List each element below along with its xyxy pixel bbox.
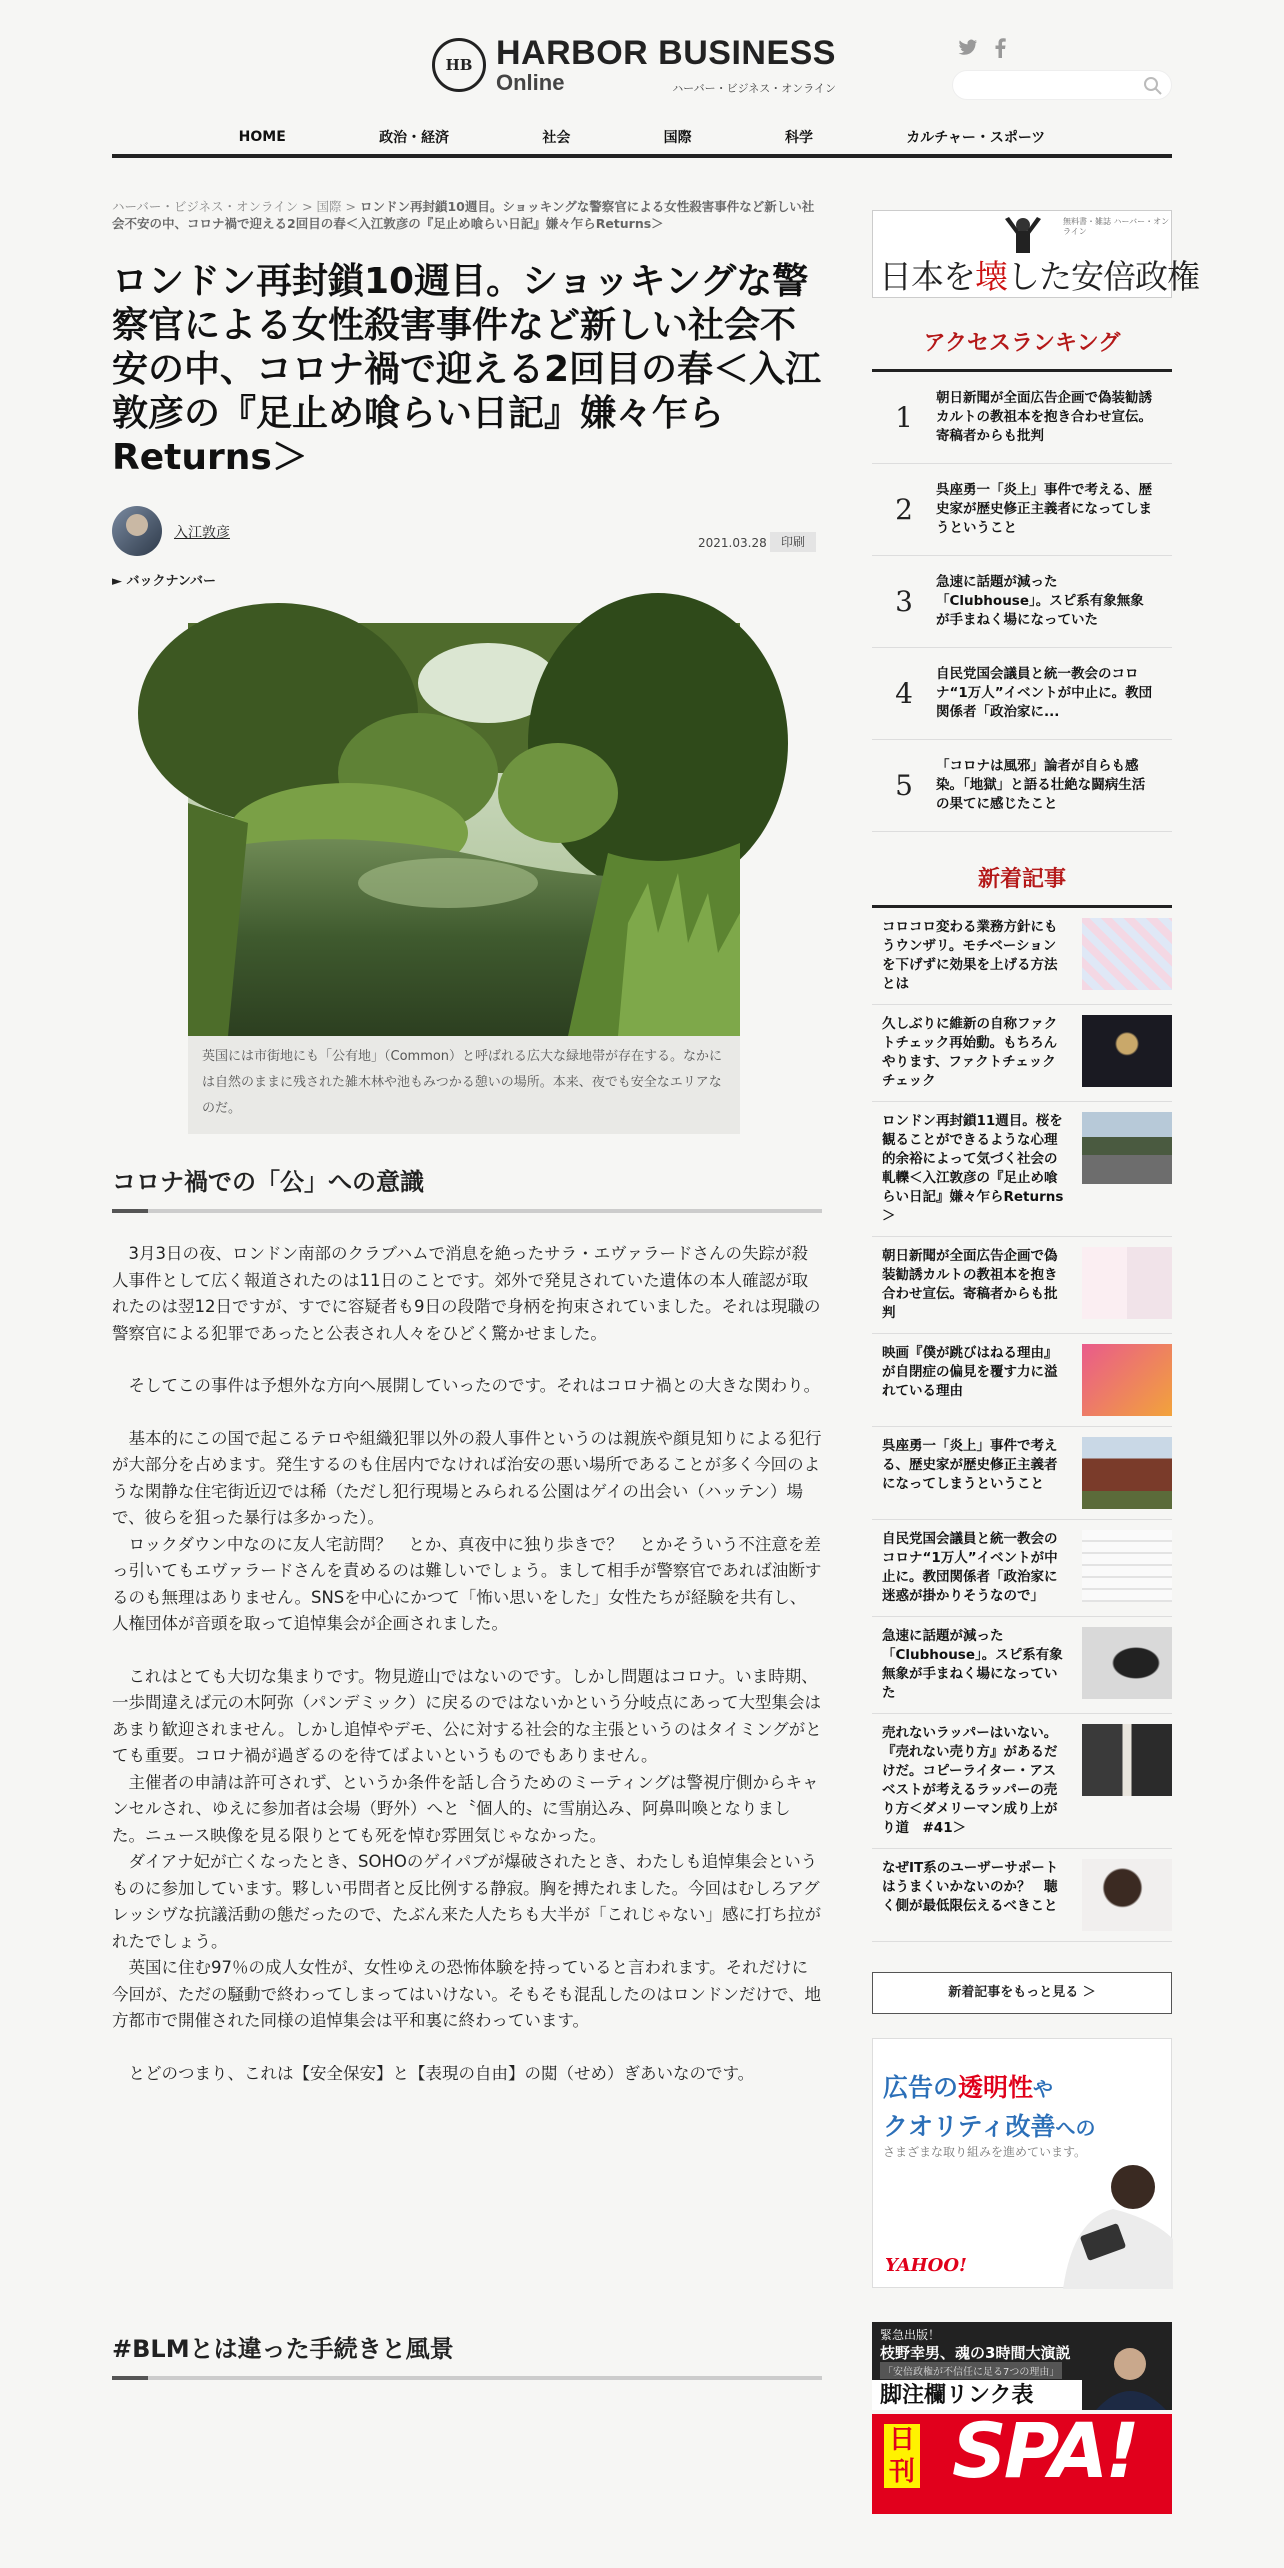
news-thumbnail — [1082, 1627, 1172, 1699]
backnumber-link[interactable]: ► バックナンバー — [112, 574, 216, 589]
yahoo-logo: YAHOO! — [885, 2255, 967, 2276]
breadcrumb — [112, 198, 822, 232]
nav-science[interactable]: 科学 — [784, 130, 813, 146]
site-logo[interactable] — [432, 30, 836, 100]
article-photo — [188, 623, 740, 1036]
news-title: 映画『僕が跳びはねる理由』が自閉症の偏見を覆す力に溢れている理由 — [882, 1345, 1058, 1399]
news-item[interactable] — [872, 908, 1172, 1005]
article-main — [112, 198, 822, 2380]
figure-illustration — [1003, 215, 1043, 253]
rank-title: 朝日新聞が全面広告企画で偽装勧誘カルトの教祖本を抱き合わせ宣伝。寄稿者からも批判 — [936, 390, 1152, 444]
rank-title: 自民党国会議員と統一教会のコロナ“1万人”イベントが中止に。教団関係者「政治家に... — [936, 666, 1153, 720]
news-thumbnail — [1082, 1530, 1172, 1602]
news-item[interactable] — [872, 1520, 1172, 1617]
news-thumbnail — [1082, 1344, 1172, 1416]
banner-title: 日本を壊した安倍政権 — [879, 257, 1199, 296]
rank-number: 2 — [895, 493, 913, 526]
article-body — [112, 1241, 822, 2087]
ranking-list — [872, 372, 1172, 832]
print-button[interactable]: 印刷 — [770, 532, 816, 552]
news-thumbnail — [1082, 918, 1172, 990]
rank-title: 急速に話題が減った「Clubhouse」。スピ系有象無象が手まねく場になっていた — [936, 574, 1144, 628]
spa-logo: SPA! — [952, 2406, 1137, 2495]
photo-caption: 英国には市街地にも「公有地」（Common）と呼ばれる広大な緑地帯が存在する。なかには自然のままに残された雑木林や池もみつかる憩いの場所。本来、夜でも安全なエリアなのだ。 — [202, 1049, 723, 1116]
news-thumbnail — [1082, 1724, 1172, 1796]
news-item[interactable] — [872, 1237, 1172, 1334]
paragraph: これはとても大切な集まりです。物見遊山ではないのです。しかし問題はコロナ。いま時期、一歩間違えば元の木阿弥（パンデミック）に戻るのではないかという分岐点にあって大型集会はあまり歓迎されません。しかし追悼やデモ、公に対する社会的な主張というのはタイミングがとても重要。コロナ禍が過ぎるのを待てばよいというものでもありません。 — [112, 1666, 822, 1765]
rank-number: 5 — [895, 769, 913, 802]
search-box — [952, 70, 1172, 100]
news-title: 呉座勇一「炎上」事件で考える、歴史家が歴史修正主義者になってしまうということ — [882, 1438, 1058, 1492]
yahoo-ad-headline: 広告の透明性や クオリティ改善への — [883, 2073, 1096, 2141]
sidebar — [872, 210, 1199, 2514]
ranking-item[interactable] — [872, 464, 1172, 556]
new-articles-list — [872, 908, 1172, 1942]
paragraph: 主催者の申請は許可されず、というか条件を話し合うためのミーティングは警視庁側からキャンセルされ、ゆえに参加者は会場（野外）へと〝個人的〟に雪崩込み、阿鼻叫喚となりました。ニュース映像を見る限りとても死を悼む雰囲気じゃなかった。 — [112, 1772, 819, 1845]
rank-number: 4 — [895, 677, 913, 710]
news-thumbnail — [1082, 1859, 1172, 1931]
news-thumbnail — [1082, 1247, 1172, 1319]
logo-japanese: ハーバー・ビジネス・オンライン — [672, 82, 836, 95]
nav-culture-sports[interactable]: カルチャー・スポーツ — [906, 130, 1046, 146]
paragraph: 3月3日の夜、ロンドン南部のクラブハムで消息を絶ったサラ・エヴァラードさんの失踪が殺人事件として広く報道されたのは11日のことです。郊外で発見されていた遺体の本人確認が取れたのは翌12日ですが、すでに容疑者も9日の段階で身柄を拘束されていました。それは現職の警察官による犯罪であったと公表され人々をひどく驚かせました。 — [112, 1244, 821, 1343]
section-heading-2: #BLMとは違った手続きと風景 — [112, 2329, 822, 2380]
nav-society[interactable]: 社会 — [542, 130, 571, 146]
ranking-title: アクセスランキング — [872, 326, 1172, 372]
breadcrumb-current: ロンドン再封鎖10週目。ショッキングな警察官による女性殺害事件など新しい社会不安の中、コロナ禍で迎える2回目の春＜入江敦彦の『足止め喰らい日記』嫌々乍らReturns＞ — [112, 199, 815, 231]
publish-date: 2021.03.28 — [698, 536, 767, 550]
news-item[interactable] — [872, 1617, 1172, 1714]
paragraph: 英国に住む97％の成人女性が、女性ゆえの恐怖体験を持っていると言われます。それだけに今回が、ただの騒動で終わってしまってはいけない。そもそも混乱したのはロンドンだけで、地方都市で開催された同様の追悼集会は平和裏に終わっています。 — [112, 1958, 822, 2030]
logo-online: Online — [496, 70, 565, 95]
paragraph: ダイアナ妃が亡くなったとき、SOHOのゲイパブが爆破されたとき、わたしも追悼集会というものに参加しています。夥しい弔問者と反比例する静寂。胸を搏たれました。今回はむしろアグレッシヴな抗議活動の態だったので、たぶん来た人たちも大半が「これじゃない」感に打ち拉がれたでしょう。 — [112, 1852, 822, 1951]
paragraph: ロックダウン中なのに友人宅訪問？ とか、真夜中に独り歩きで？ とかそういう不注意を差っ引いてもエヴァラードさんを責めるのは難しいでしょう。まして相手が警察官であれば油断するのも無理はありません。SNSを中心にかつて「怖い思いをした」女性たちが経験を共有し、人権団体が音頭を取って追悼集会が企画されました。 — [112, 1534, 822, 1633]
twitter-icon[interactable] — [958, 38, 978, 63]
news-item[interactable] — [872, 1849, 1172, 1942]
rank-number: 1 — [895, 401, 913, 434]
social-links — [958, 38, 1006, 63]
rank-title: 「コロナは風邪」論者が自らも感染。「地獄」と語る壮絶な闘病生活の果てに感じたこと — [936, 758, 1146, 812]
article-title: ロンドン再封鎖10週目。ショッキングな警察官による女性殺害事件など新しい社会不安の中、コロナ禍で迎える2回目の春＜入江敦彦の『足止め喰らい日記』嫌々乍らReturns＞ — [112, 261, 822, 478]
paragraph: 基本的にこの国で起こるテロや組織犯罪以外の殺人事件というのは親族や顔見知りによる犯行が大部分を占めます。発生するのも住居内でなければ治安の悪い場所であることが多く今回のような閑静な住宅街近辺では稀（ただし犯行現場とみられる公園はゲイの出会い（ハッテン）場で、彼らを狙った暴行は多かった）。 — [112, 1428, 822, 1527]
ad-line-4: 脚注欄リンク表 — [872, 2380, 1082, 2410]
news-thumbnail — [1082, 1437, 1172, 1509]
news-title: 久しぶりに維新の自称ファクトチェック再始動。もちろんやります、ファクトチェックチェック — [882, 1016, 1058, 1089]
ranking-item[interactable] — [872, 648, 1172, 740]
speech-ad-banner[interactable] — [872, 2322, 1172, 2410]
site-header — [0, 0, 1284, 160]
avatar[interactable] — [112, 506, 162, 556]
spa-daily-label: 日刊 — [884, 2424, 920, 2488]
news-title: なぜIT系のユーザーサポートはうまくいかないのか？ 聴く側が最低限伝えるべきこと — [882, 1860, 1059, 1914]
search-icon[interactable] — [1143, 76, 1163, 96]
nav-home[interactable]: HOME — [238, 129, 286, 145]
news-thumbnail — [1082, 1112, 1172, 1184]
news-title: 朝日新聞が全面広告企画で偽装勧誘カルトの教祖本を抱き合わせ宣伝。寄稿者からも批判 — [882, 1248, 1058, 1321]
news-title: ロンドン再封鎖11週目。桜を観ることができるような心理的余裕によって気づく社会の軋轢＜入江敦彦の『足止め喰らい日記』嫌々乍らReturns＞ — [882, 1113, 1064, 1224]
news-title: コロコロ変わる業務方針にもうウンザリ。モチベーションを下げずに効果を上げる方法とは — [882, 919, 1058, 992]
ad-line-3: 「安倍政権が不信任に足る7つの理由」 — [880, 2362, 1062, 2379]
section-heading-1: コロナ禍での「公」への意識 — [112, 1162, 822, 1213]
person-illustration — [1023, 2159, 1173, 2289]
yahoo-ad-sub: さまざまな取り組みを進めています。 — [883, 2145, 1087, 2159]
article-figure — [188, 623, 740, 1134]
rank-title: 呉座勇一「炎上」事件で考える、歴史家が歴史修正主義者になってしまうということ — [936, 482, 1152, 536]
news-item[interactable] — [872, 1427, 1172, 1520]
facebook-icon[interactable] — [994, 38, 1006, 63]
new-articles-title: 新着記事 — [872, 862, 1172, 908]
news-title: 急速に話題が減った「Clubhouse」。スピ系有象無象が手まねく場になっていた — [882, 1628, 1063, 1701]
news-thumbnail — [1082, 1015, 1172, 1087]
author-row — [112, 506, 822, 556]
ranking-item[interactable] — [872, 556, 1172, 648]
news-item[interactable] — [872, 1005, 1172, 1102]
rank-number: 3 — [895, 585, 913, 618]
banner-small-text: 無料書・雑誌 ハーバー・オンライン — [1063, 217, 1170, 236]
more-news-button[interactable]: 新着記事をもっと見る ＞ — [872, 1972, 1172, 2014]
ad-line-2: 枝野幸男、魂の3時間大演説 — [880, 2344, 1071, 2362]
global-nav — [112, 120, 1172, 158]
nav-international[interactable]: 国際 — [663, 130, 692, 146]
ad-line-1: 緊急出版！ — [880, 2328, 941, 2342]
paragraph: とどのつまり、これは【安全保安】と【表現の自由】の閲（せめ）ぎあいなのです。 — [128, 2063, 755, 2083]
ranking-item[interactable] — [872, 372, 1172, 464]
author-link[interactable]: 入江敦彦 — [174, 525, 230, 541]
news-title: 自民党国会議員と統一教会のコロナ“1万人”イベントが中止に。教団関係者「政治家に迷惑が掛かりそうなので」 — [882, 1531, 1058, 1604]
search-input[interactable] — [963, 76, 1133, 96]
breadcrumb-path[interactable]: ハーバー・ビジネス・オンライン > 国際 > — [112, 199, 360, 214]
spa-banner[interactable] — [872, 2406, 1172, 2514]
nav-politics-economy[interactable]: 政治・経済 — [379, 130, 450, 146]
news-item[interactable] — [872, 1334, 1172, 1427]
speaker-photo — [1086, 2342, 1172, 2410]
book-banner[interactable] — [872, 210, 1199, 298]
ranking-item[interactable] — [872, 740, 1172, 832]
yahoo-ad[interactable] — [872, 2038, 1172, 2288]
logo-title: HARBOR BUSINESS — [496, 34, 836, 72]
news-item[interactable] — [872, 1714, 1172, 1849]
news-title: 売れないラッパーはいない。『売れない売り方』があるだけだ。コピーライター・アスベストが考えるラッパーの売り方＜ダメリーマン成り上がり道 #41＞ — [882, 1725, 1058, 1836]
news-item[interactable] — [872, 1102, 1172, 1237]
paragraph: そしてこの事件は予想外な方向へ展開していったのです。それはコロナ禍との大きな関わり。 — [128, 1376, 821, 1395]
logo-mark-icon: HB — [432, 38, 486, 92]
